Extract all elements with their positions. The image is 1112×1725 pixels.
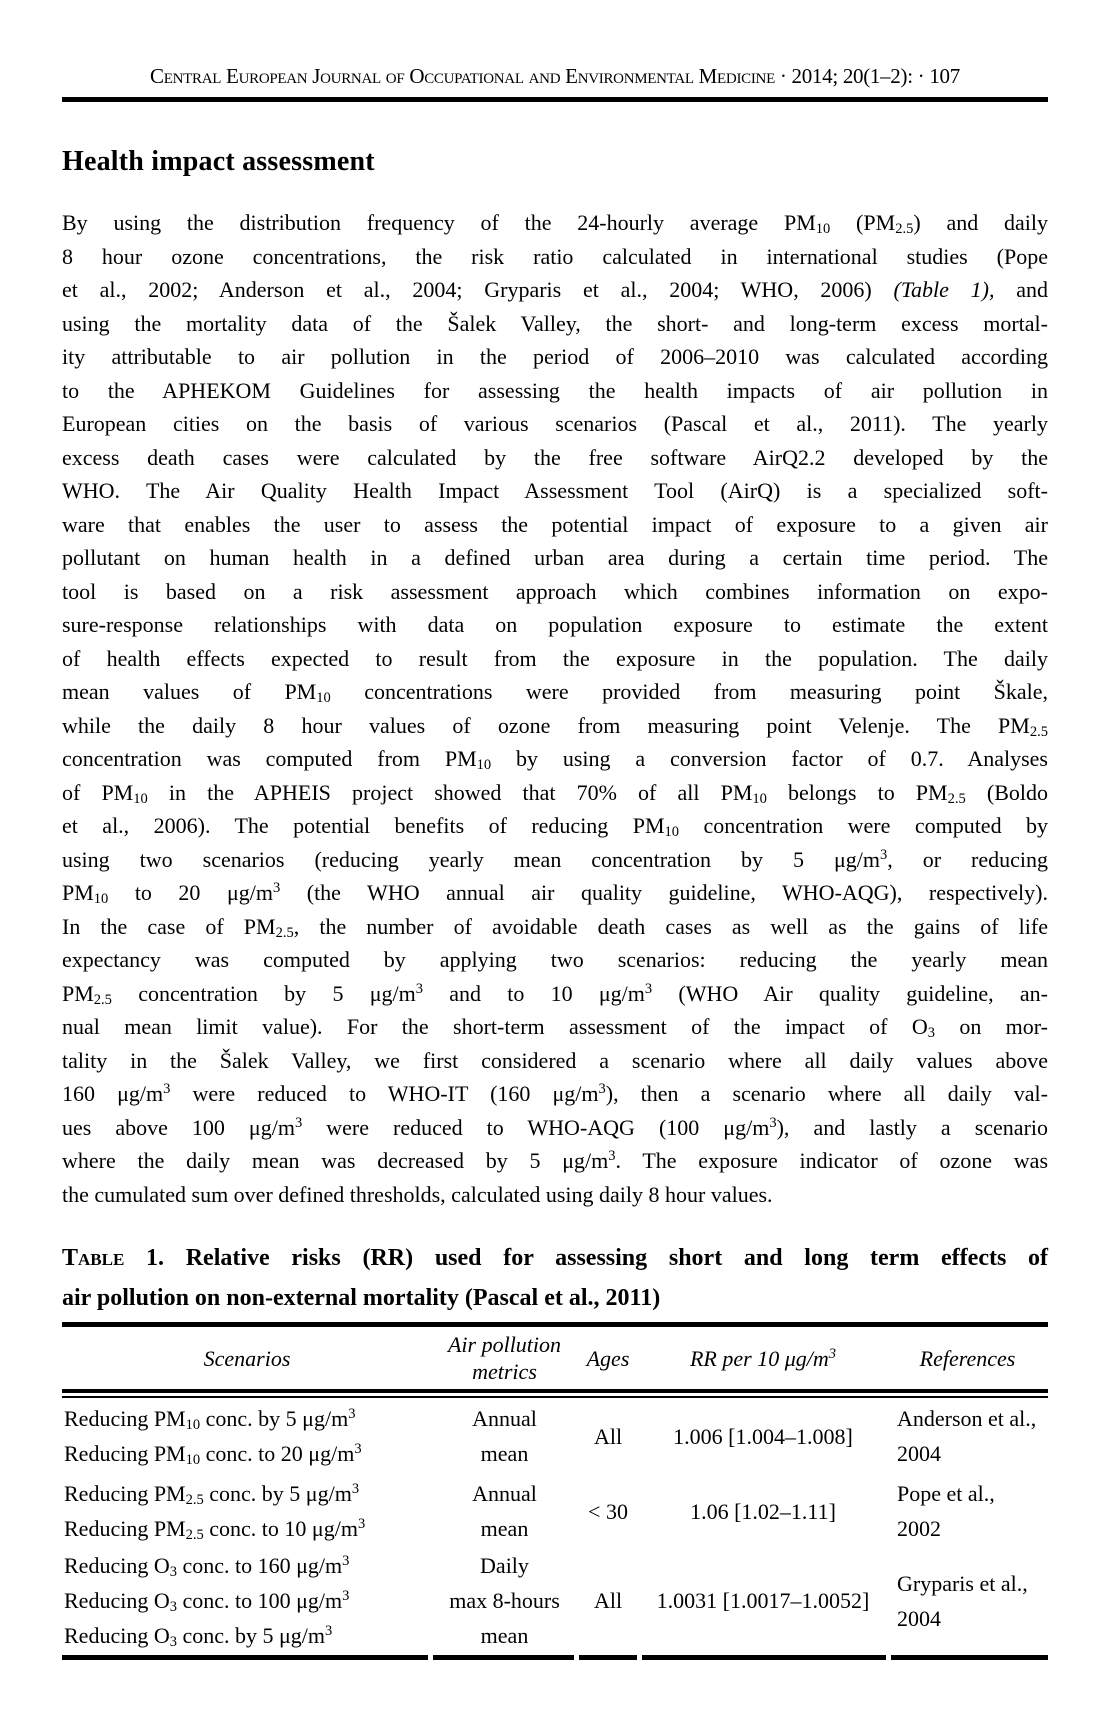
cell-scenarios-pm25: Reducing $PM_{2.5}$ conc. by 5 $\mu g/m^3$ Reducing $PM_{2.5}$ conc. to 10 $\mu g/m^3$ [64, 1481, 366, 1544]
section-heading: Health impact assessment [62, 146, 375, 177]
col-header-references: References [919, 1345, 1016, 1371]
bottom-rule-segment-ages [579, 1655, 637, 1660]
bottom-rule-segment-metrics [433, 1655, 574, 1660]
journal-header: Central European Journal of Occupational and Environmental Medicine · 2014; 20(1–2): · 107 [150, 64, 960, 88]
cell-metric-pm10: Annual mean [472, 1406, 537, 1466]
cell-rr-ozone: 1.0031 [1.0017–1.0052] [656, 1588, 870, 1613]
cell-rr-pm25: 1.06 [1.02–1.11] [690, 1498, 836, 1524]
cell-refs-ozone: Gryparis et al., 2004 [897, 1570, 1028, 1631]
cell-metric-pm25: Annual mean [472, 1481, 537, 1541]
cell-ages-ozone: All [593, 1588, 623, 1613]
col-header-air-pollution-metrics: Air pollution metrics [447, 1332, 562, 1384]
body-paragraph: By using the distribution frequency of the 24-hourly average $PM_{10}$ $(PM_{2.5})$ and daily 8 hour ozone concentrations, the risk ratio calculated in international studies (Pope et al., 2002; Anderson et al., 2004; Gryparis et al., 2004; WHO, 2006) (Table 1), and using the mortality data of the Šalek Valley, the short- and long-term excess mortal- ity attributable to air pollution in the period of 2006–2010 was calculated according to the APHEKOM Guidelines for assessing the health impacts of air pollution in European cities on the basis of various scenarios (Pascal et al., 2011). The yearly excess death cases were calculated by the free software AirQ2.2 developed by the WHO. The Air Quality Health Impact Assessment Tool (AirQ) is a specialized soft- ware that enables the user to assess the potential impact of exposure to a given air pollutant on human health in a defined urban area during a certain time period. The tool is based on a risk assessment approach which combines information on expo- sure-response relationships with data on population exposure to estimate the extent of health effects expected to result from the exposure in the population. The daily mean values of $PM_{10}$ concentrations were provided from measuring point Škale, while the daily 8 hour values of ozone from measuring point Velenje. The $PM_{2.5}$ concentration was computed from $PM_{10}$ by using a conversion factor of 0.7. Analyses of $PM_{10}$ in the APHEIS project showed that 70% of all $PM_{10}$ belongs to $PM_{2.5}$ (Boldo et al., 2006). The potential benefits of reducing $PM_{10}$ concentration were computed by using two scenarios (reducing yearly mean concentration by 5 $\mu g/m^3$, or reducing $PM_{10}$ to 20 $\mu g/m^3$ (the WHO annual air quality guideline, WHO-AQG), respectively). In the case of $PM_{2.5}$, the number of avoidable death cases as well as the gains of life expectancy was computed by applying two scenarios: reducing the yearly mean $PM_{2.5}$ concentration by 5 $\mu g/m^3$ and to 10 $\mu g/m^3$ (WHO Air quality guideline, an- nual mean limit value). For the short-term assessment of the impact of $O_3$ on mor- tality in the Šalek Valley, we first considered a scenario where all daily values above 160 $\mu g/m^3$ were reduced to WHO-IT (160 $\mu g/m^3$), then a scenario where all daily val- ues above 100 $\mu g/m^3$ were reduced to WHO-AQG (100 $\mu g/m^3$), and lastly a scenario where the daily mean was decreased by 5 $\mu g/m^3$. The exposure indicator of ozone was the cumulated sum over defined thresholds, calculated using daily 8 hour values. [62, 210, 1049, 1207]
table-1 [62, 1322, 1048, 1660]
table-header-double-rule [62, 1389, 1048, 1398]
cell-ages-pm25: < 30 [588, 1498, 628, 1524]
cell-ages-pm10: All [593, 1423, 623, 1449]
cell-scenarios-pm10: Reducing $PM_{10}$ conc. by 5 $\mu g/m^3$ Reducing $PM_{10}$ conc. to 20 $\mu g/m^3$ [64, 1406, 362, 1469]
header-divider-rule [62, 97, 1048, 102]
col-header-scenarios: Scenarios [203, 1345, 291, 1371]
cell-rr-pm10: 1.006 [1.004–1.008] [673, 1423, 853, 1449]
table-caption: Table 1. Relative risks (RR) used for assessing short and long term effects of air pollution on non-external mortality (Pascal et al., 2011) [62, 1245, 1048, 1311]
table-1-body [62, 1398, 1048, 1653]
col-header-rr-per-10: RR per 10 $\mu g/m^3$ [689, 1345, 836, 1371]
bottom-rule-segment-references [891, 1655, 1048, 1660]
cell-scenarios-ozone: Reducing $O_3$ conc. to 160 $\mu g/m^3$ Reducing $O_3$ conc. to 100 $\mu g/m^3$ Reducing $O_3$ conc. by 5 $\mu g/m^3$ [64, 1553, 350, 1651]
cell-metric-ozone: Daily max 8-hours mean [449, 1553, 560, 1648]
table-row-pm10 [62, 1398, 1048, 1474]
table-row-ozone [62, 1548, 1048, 1653]
cell-refs-pm25: Pope et al., 2002 [897, 1481, 995, 1541]
bottom-rule-segment-rr [642, 1655, 886, 1660]
table-1-header [62, 1327, 1048, 1389]
table-header-row [62, 1327, 1048, 1389]
col-header-ages: Ages [586, 1345, 630, 1371]
cell-refs-pm10: Anderson et al., 2004 [897, 1406, 1037, 1466]
table-bottom-rule [62, 1655, 1048, 1660]
bottom-rule-segment-scenarios [62, 1655, 428, 1660]
table-row-pm25 [62, 1474, 1048, 1548]
